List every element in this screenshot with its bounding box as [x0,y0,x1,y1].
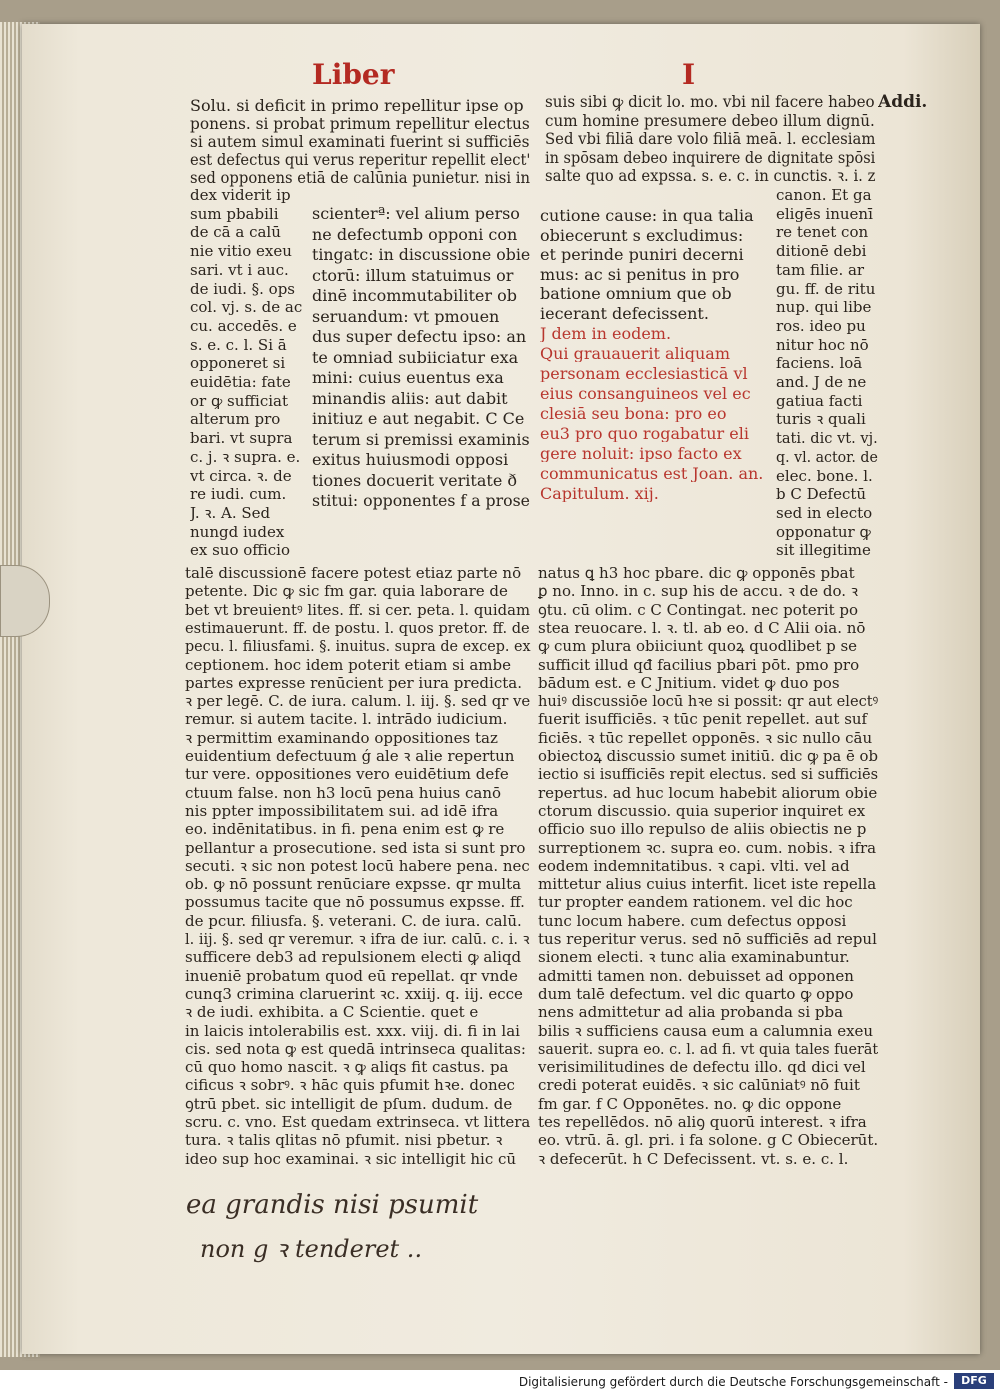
text-line: ꝯtu. cū olim. c C Contingat. nec poterit po [538,602,859,618]
text-line: repertus. ad huc locum habebit aliorum obie [538,785,878,801]
text-line: salte quo ad expssa. s. e. c. in cunctis. ꝛ. i. z [545,166,876,185]
text-line: scienterª: vel alium perso [312,206,520,222]
text-line: natus ꝗ h3 hoc pbare. dic ꝙ opponēs pbat [538,566,855,581]
text-line: mittetur alius cuius interfit. licet iste repella [538,877,877,893]
text-line: bilis ꝛ sufficiens causa eum a calumnia exeu [538,1023,874,1039]
text-line: ob. ꝙ nō possunt renūciare expsse. qr multa [185,877,522,893]
text-line: ctorum discussio. quia superior inquiret ex [538,803,866,819]
text-line: q. vl. actor. de [776,447,878,466]
text-line: sit illegitime [776,543,871,559]
text-line: Solu. si deficit in primo repellitur ipse op [190,98,524,114]
text-line: eius consanguineos vel ec [540,386,751,402]
text-line: verisimilitudines de defectu illo. qd dici vel [538,1060,866,1076]
text-line: ctuum false. non h3 locū pena huius canō [185,785,502,801]
text-line: ꝙ cum plura obiiciunt quoꝝ quodlibet p se [538,639,858,655]
text-line: tingatc: in discussione obie [312,245,531,264]
text-line: eu3 pro quo rogabatur eli [540,426,749,442]
text-line: tati. dic vt. vj. [776,429,878,448]
text-line: dinē incommutabiliter ob [312,288,517,304]
text-block-canon-left [312,206,530,518]
text-line: stitui: opponentes f a prose [312,491,530,510]
text-line: gere noluit: ipso facto ex [540,446,742,462]
text-line: terum si premissi examinis [312,429,530,449]
text-line: alterum pro [190,412,281,428]
text-line: sionem electi. ꝛ tunc alia examinabuntur. [538,950,850,966]
text-line: elec. bone. l. [776,468,873,484]
text-line: fm gar. f C Opponētes. no. ꝙ dic oppone [538,1096,842,1112]
text-line: fuerit isufficiēs. ꝛ tūc penit repellet. aut suf [538,712,868,728]
text-block-top-right [545,94,875,191]
text-line: re iudi. cum. [190,487,287,503]
text-line: obiecerunt s excludimus: [540,227,744,244]
text-line: petente. Dic ꝙ sic fm gar. quia laborare de [185,584,508,600]
text-line: inueniē probatum quod eū repellat. qr vnde [185,968,518,984]
text-line: ne defectumb opponi con [312,226,518,243]
text-block-rubric [540,326,768,510]
text-line: gatiua facti [776,393,863,409]
text-line: dus super defectu ipso: an [312,329,527,345]
text-line: bādum est. e C Jnitium. videt ꝙ duo pos [538,675,840,691]
text-line: eligēs inuenī [776,206,873,222]
dfg-logo: DFG [954,1373,994,1389]
text-line: faciens. loā [776,356,863,372]
text-line: ex suo officio [190,543,290,559]
text-line: nungd iudex [190,524,285,540]
text-line: cunq3 crimina claruerint ꝛc. xxiij. q. iij. ecce [185,986,523,1002]
text-line: Qui grauauerit aliquam [540,346,730,362]
text-line: tiones docuerit veritate ð [312,472,517,489]
text-line: bet vt breuientꝰ lites. ff. si cer. peta. l. quidam [185,600,531,619]
text-line: ꝑ no. Inno. in c. sup his de accu. ꝛ de do. ꝛ [538,584,858,600]
margin-note: Addi. [878,94,928,111]
text-line: nis ppter impossibilitatem sui. ad idē ifra [185,803,499,819]
text-line: c. j. ꝛ supra. e. [190,449,301,465]
text-line: sufficit illud qđ facilius pbari pōt. pmo pro [538,657,860,673]
text-line: sauerit. supra eo. c. l. ad fi. vt quia tales fuerāt [538,1039,879,1058]
text-line: turis ꝛ quali [776,412,866,428]
text-line: si autem simul examinati fuerint si sufficiēs [190,132,530,151]
text-block-gloss-right [776,188,878,566]
text-line: col. vj. s. de ac [190,300,303,316]
text-line: cu. accedēs. e [190,318,297,334]
text-line: cum homine presumere debeo illum dignū. [545,110,875,130]
text-line: ficiēs. ꝛ tūc repellet opponēs. ꝛ sic nullo cāu [538,730,873,746]
text-line: tus reperitur verus. sed nō sufficiēs ad repul [538,932,877,947]
text-line: or ꝙ sufficiat [190,393,288,409]
text-line: re tenet con [776,225,869,241]
text-line: mini: cuius euentus exa [312,370,504,386]
text-line: ꝯtrū pbet. sic intelligit de pſum. dudum. de [185,1096,513,1112]
text-line: ponens. si probat primum repellitur electus [190,114,530,133]
text-line: partes expresse renūcient per iura predicta. [185,675,522,691]
digitization-credit: Digitalisierung gefördert durch die Deutsche Forschungsgemeinschaft - [518,1375,948,1389]
text-block-gloss-left [190,188,305,566]
text-line: communicatus est Joan. an. [540,466,764,482]
text-line: sum pbabili [190,206,279,222]
text-line: estimauerunt. ff. de postu. l. quos pretor. ff. de [185,618,530,637]
text-block-top-left [190,98,530,192]
text-line: remur. si autem tacite. l. intrādo iudicium. [185,712,508,728]
text-line: clesiā seu bona: pro eo [540,406,727,422]
text-line: gu. ff. de ritu [776,281,876,297]
text-line: de iudi. §. ops [190,281,296,297]
text-line: ideo sup hoc examinai. ꝛ sic intelligit hic cū [185,1151,517,1167]
text-line: cis. sed nota ꝙ est quedā intrinseca qualitas: [185,1041,526,1057]
text-line: J. ꝛ. A. Sed [190,505,271,521]
text-line: Capitulum. xij. [540,486,659,502]
text-line: eo. vtrū. ā. gl. pri. i fa solone. g C Obiecerūt. [538,1133,878,1149]
text-line: huiꝰ discussiōe locū hꝛe si possit: qr aut electꝰ [538,692,879,711]
text-line: opponeret si [190,356,286,372]
text-line: sari. vt i auc. [190,262,289,278]
text-line: ceptionem. hoc idem poterit etiam si ambe [185,657,512,673]
text-line: personam ecclesiasticā vl [540,366,748,382]
text-line: talē discussionē facere potest etiaz parte nō [185,566,522,581]
text-line: iectio si isufficiēs repit electus. sed si sufficiēs [538,765,879,784]
text-line: tura. ꝛ talis qlitas nō pfumit. nisi pbetur. ꝛ [185,1133,503,1149]
text-line: in laicis intolerabilis est. xxx. viij. di. fi in lai [185,1023,520,1039]
text-line: initiuz e aut negabit. C Ce [312,411,525,427]
text-line: b C Defectū [776,487,867,503]
text-line: iecerant defecissent. [540,305,709,322]
running-title: Liber [312,58,395,91]
text-line: vt circa. ꝛ. de [190,468,292,484]
text-line: eo. indēnitatibus. in fi. pena enim est ꝙ re [185,822,505,838]
text-line: opponatur ꝙ [776,524,871,540]
text-line: te omniad subiiciatur exa [312,349,519,366]
text-line: dum talē defectum. vel dic quarto ꝙ oppo [538,986,854,1002]
text-line: euidentium defectuum ǵ ale ꝛ alie repertun [185,749,515,764]
text-line: bari. vt supra [190,431,293,447]
text-line: tur propter eandem rationem. vel dic hoc [538,895,853,911]
folio-mark: I [682,58,696,91]
text-line: nens admittetur ad alia probanda si pba [538,1005,844,1021]
text-line: exitus huiusmodi opposi [312,452,509,468]
text-block-canon-right [540,208,768,329]
text-line: eodem indemnitatibus. ꝛ capi. vlti. vel ad [538,858,850,874]
text-line: ꝛ permittim examinando oppositiones taz [185,730,498,746]
text-line: s. e. c. l. Si ā [190,337,287,353]
text-line: pellantur a prosecutione. sed ista si sunt pro [185,840,526,856]
text-line: in spōsam debeo inquirere de dignitate spōsi [545,147,876,167]
text-line: possumus tacite que nō possumus expsse. ff. [185,895,525,911]
text-line: dex viderit ip [190,188,291,203]
text-line: sufficere deb3 ad repulsionem electi ꝙ aliqd [185,950,522,966]
text-line: batione omnium que ob [540,286,732,302]
text-line: est defectus qui verus reperitur repellit elect' [190,150,531,169]
text-block-commentary-right [538,566,878,1174]
handwritten-note-line1: ea grandis nisi psumit [186,1190,479,1220]
text-line: ros. ideo pu [776,318,866,334]
text-line: sed opponens etiā de calūnia punietur. nisi in [190,168,531,187]
text-line: credi poterat euidēs. ꝛ sic calūniatꝰ nō fuit [538,1078,860,1094]
text-line: tam filie. ar [776,262,865,278]
text-line: admitti tamen non. debuisset ad opponen [538,968,854,984]
text-line: ꝛ per legē. C. de iura. calum. l. iij. §. sed qr ve [185,692,531,711]
text-line: mus: ac si penitus in pro [540,266,740,283]
text-line: seruandum: vt pmouen [312,308,500,325]
text-line: cutione cause: in qua talia [540,208,754,224]
text-line: Sed vbi filiā dare volo filiā meā. l. ecclesiam [545,129,876,148]
text-line: cificus ꝛ sobrꝰ. ꝛ hāc quis pfumit hꝛe. donec [185,1078,515,1094]
text-line: J dem in eodem. [540,326,672,342]
text-line: canon. Et ga [776,188,872,203]
text-line: ꝛ de iudi. exhibita. a C Scientie. quet e [185,1005,479,1021]
text-line: suis sibi ꝙ dicit lo. mo. vbi nil facere habeo [545,92,875,111]
text-line: tes repellēdos. nō aliꝯ quorū interest. ꝛ ifra [538,1115,867,1130]
text-block-commentary-left [185,566,530,1174]
text-line: pecu. l. filiusfami. §. inuitus. supra de excep. ex [185,637,531,656]
text-line: nie vitio exeu [190,244,292,260]
text-line: stea reuocare. l. ꝛ. tl. ab eo. d C Alii oia. nō [538,620,866,636]
text-line: secuti. ꝛ sic non potest locū habere pena. nec [185,856,530,875]
text-line: nup. qui libe [776,300,872,316]
text-line: et perinde puniri decerni [540,247,744,263]
text-line: ꝛ defecerūt. h C Defecissent. vt. s. e. c. l. [538,1151,849,1167]
text-line: officio suo illo repulso de aliis obiectis ne p [538,822,867,838]
text-line: euidētia: fate [190,375,291,390]
text-line: l. iij. §. sed qr veremur. ꝛ ifra de iur. calū. c. i. ꝛ [185,930,530,948]
text-line: obiectoꝝ discussio sumet initiū. dic ꝙ pa ē ob [538,747,879,765]
text-line: de pcur. filiusfa. §. veterani. C. de iura. calū. [185,913,522,929]
handwritten-note-line2: non g ꝛ tenderet .. [200,1235,423,1263]
text-line: sed in electo [776,505,873,521]
text-line: nitur hoc nō [776,337,869,353]
text-line: tunc locum habere. cum defectus opposi [538,913,847,929]
text-line: surreptionem ꝛc. supra eo. cum. nobis. ꝛ ifra [538,840,877,856]
text-line: scru. c. vno. Est quedam extrinseca. vt littera [185,1113,531,1131]
text-line: minandis aliis: aut dabit [312,390,508,407]
text-line: ditionē debi [776,244,867,260]
text-line: tur vere. oppositiones vero euidētium defe [185,767,509,783]
text-line: ctorū: illum statuimus or [312,267,514,284]
text-line: de cā a calū [190,225,281,241]
text-line: and. J de ne [776,375,867,390]
text-line: cū quo homo nascit. ꝛ ꝙ aliqs fit castus. pa [185,1060,509,1076]
